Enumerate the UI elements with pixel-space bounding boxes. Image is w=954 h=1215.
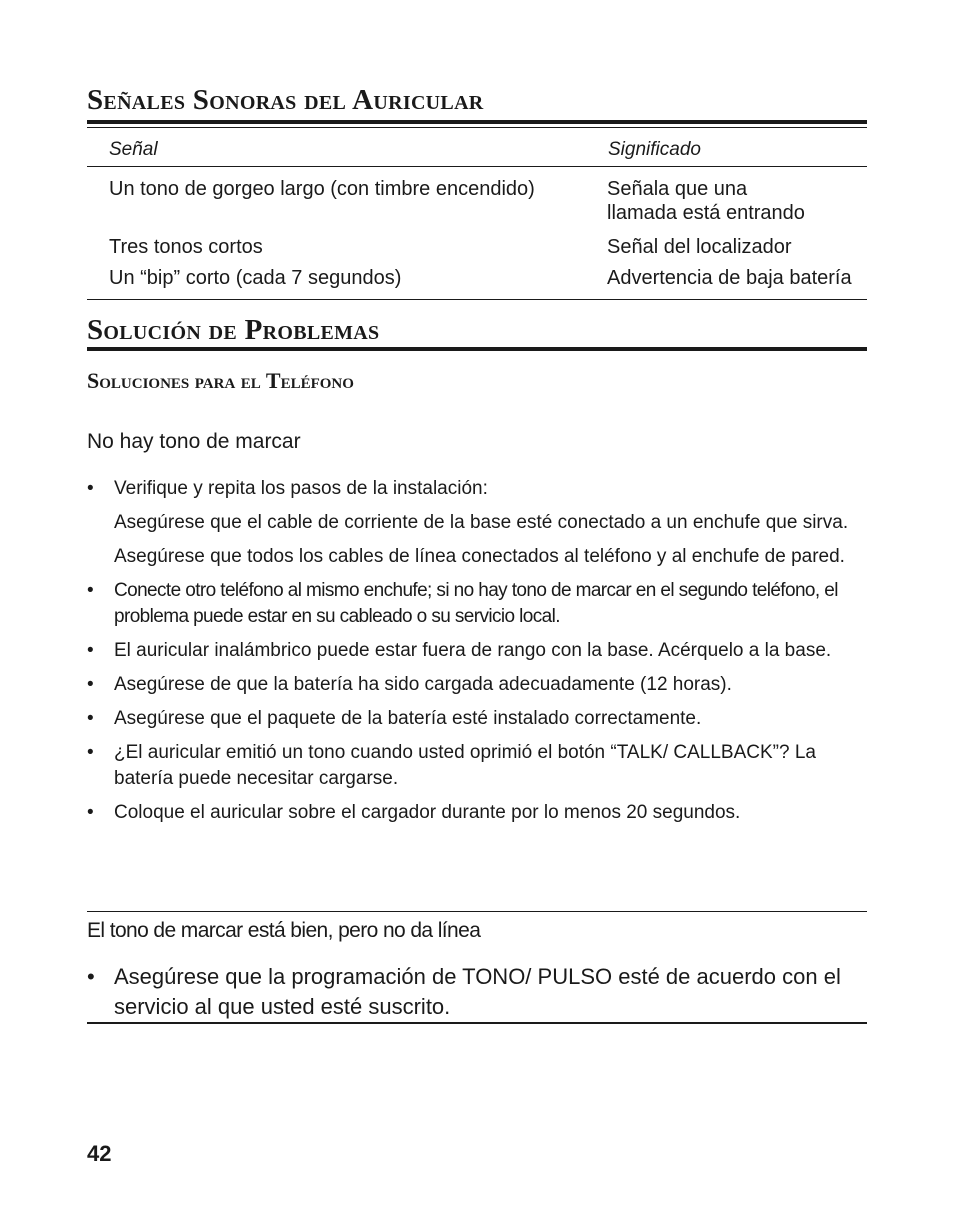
- bullet-icon: •: [87, 708, 94, 729]
- table-bottom-rule: [87, 299, 867, 300]
- problem-title-no-line: El tono de marcar está bien, pero no da línea: [87, 919, 481, 942]
- table-cell-meaning: llamada está entrando: [607, 202, 805, 224]
- handset-sounds-heading: Señales Sonoras del Auricular: [87, 84, 484, 116]
- table-cell-meaning: Advertencia de baja batería: [607, 267, 852, 289]
- list-item: [87, 800, 867, 826]
- list-item: [87, 638, 867, 664]
- section-divider: [87, 911, 867, 912]
- table-cell-meaning: Señal del localizador: [607, 236, 792, 258]
- bullet-icon: •: [87, 674, 94, 695]
- list-item: [87, 476, 867, 502]
- problem-title-no-dial-tone: No hay tono de marcar: [87, 430, 301, 453]
- bullet-icon: •: [87, 580, 94, 601]
- solution-text: Conecte otro teléfono al mismo enchufe; si no hay tono de marcar en el segundo teléfono, el problema puede estar en su cableado o su servicio local.: [114, 580, 838, 627]
- table-cell-meaning: Señala que una: [607, 178, 748, 200]
- solution-text: El auricular inalámbrico puede estar fuera de rango con la base. Acérquelo a la base.: [114, 640, 832, 661]
- solution-text: Asegúrese que el paquete de la batería esté instalado correctamente.: [114, 708, 702, 729]
- solution-text: Asegúrese que la programación de TONO/ PULSO esté de acuerdo con el servicio al que usted esté suscrito.: [114, 964, 841, 1019]
- solution-text: Asegúrese de que la batería ha sido cargada adecuadamente (12 horas).: [114, 674, 732, 695]
- solution-text: Verifique y repita los pasos de la instalación:: [114, 478, 488, 499]
- list-item: [87, 672, 867, 698]
- column-header-signal: Señal: [109, 139, 158, 160]
- heading-rule: [87, 347, 867, 351]
- bullet-icon: •: [87, 964, 95, 989]
- heading-rule-thin: [87, 127, 867, 128]
- list-item: [87, 706, 867, 732]
- page-number: 42: [87, 1141, 112, 1166]
- column-header-meaning: Significado: [608, 139, 701, 160]
- list-item: [87, 740, 867, 792]
- no-dial-tone-solutions: [87, 476, 867, 834]
- phone-solutions-subheading: Soluciones para el Teléfono: [87, 368, 354, 393]
- table-cell-signal: Un “bip” corto (cada 7 segundos): [109, 267, 402, 289]
- list-item: [87, 962, 867, 1022]
- table-header-rule: [87, 166, 867, 167]
- bullet-icon: •: [87, 742, 94, 763]
- no-line-solutions: [87, 962, 867, 1030]
- list-subitem: [87, 510, 867, 536]
- table-cell-signal: Tres tonos cortos: [109, 236, 263, 258]
- bullet-icon: •: [87, 478, 94, 499]
- bullet-icon: •: [87, 640, 94, 661]
- solution-text: Coloque el auricular sobre el cargador durante por lo menos 20 segundos.: [114, 802, 741, 823]
- bullet-icon: •: [87, 802, 94, 823]
- list-subitem: [87, 544, 867, 570]
- section-end-rule: [87, 1022, 867, 1024]
- solution-text: ¿El auricular emitió un tono cuando usted oprimió el botón “TALK/ CALLBACK”? La batería puede necesitar cargarse.: [114, 742, 816, 789]
- solution-text: Asegúrese que el cable de corriente de la base esté conectado a un enchufe que sirva.: [114, 512, 849, 533]
- table-cell-signal: Un tono de gorgeo largo (con timbre encendido): [109, 178, 535, 200]
- heading-rule: [87, 120, 867, 124]
- list-item: [87, 578, 867, 630]
- troubleshooting-heading: Solución de Problemas: [87, 314, 380, 346]
- solution-text: Asegúrese que todos los cables de línea conectados al teléfono y al enchufe de pared.: [114, 546, 845, 567]
